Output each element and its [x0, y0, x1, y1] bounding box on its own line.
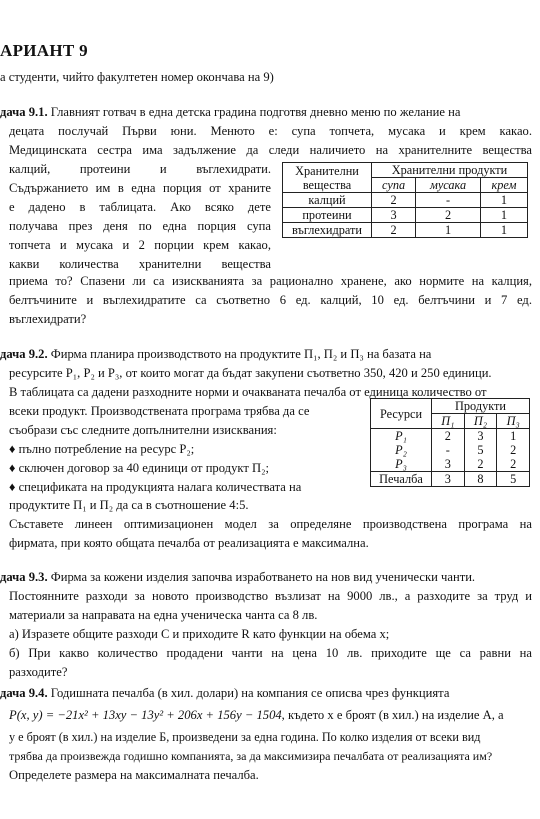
task-1-line-1: дача 9.1. Главният готвач в една детска градина подготвя дневно меню по желание на — [0, 105, 461, 119]
task-1-line-9: какви количества хранителни вещества — [9, 257, 271, 271]
task-3-line-6: разходите? — [9, 665, 68, 679]
col-header-soup: супа — [372, 178, 416, 193]
resources-col-header: Ресурси — [371, 399, 432, 429]
task-3-line-2: Постоянните разходи за новото производство възлизат на 9000 лв., а разходите за труд и — [9, 589, 532, 603]
table-row: P₁ 2 3 1 — [371, 429, 530, 444]
task-1-line-2: децата послучай Първи юни. Менюто е: супа топчета, мусака и крем какао. — [9, 124, 532, 138]
task-2-line-4: всеки продукт. Производствената програма трябва да се — [9, 404, 310, 418]
task-2-line-3: В таблицата са дадени разходните норми и очакваната печалба от единица количество от — [9, 385, 487, 399]
task-3-line-1: дача 9.3. Фирма за кожени изделия започва изработването на нов вид ученически чанти. — [0, 570, 476, 584]
task-1-line-6: е дадено в таблицата. Ако всяко дете — [9, 200, 271, 214]
task-3-line-4: а) Изразете общите разходи C и приходите R като функции на обема x; — [9, 627, 390, 641]
resources-table — [370, 398, 530, 487]
col-header-moussaka: мусака — [416, 178, 481, 193]
task-4-heading: дача 9.4. — [0, 686, 48, 700]
col-header-p3: П₃ — [497, 414, 530, 429]
col-header-p1: П₁ — [432, 414, 465, 429]
task-1-line-7: получава през деня по една порция супа — [9, 219, 271, 233]
task-1-line-5: Съдържанието им в една порция от храните — [9, 181, 271, 195]
task-2-line-11: фирмата, при която общата печалба от реализацията е максимална. — [9, 536, 369, 550]
task-1-line-3: Медицинската сестра има задължение да следи наличието на хранителните вещества — [9, 143, 532, 157]
bullet-icon: ♦ — [9, 442, 16, 456]
table-row: P₂ - 5 2 — [371, 443, 530, 457]
products-group-header: Продукти — [432, 399, 530, 414]
task-2-line-1: дача 9.2. Фирма планира производството на продуктите П₁, П₂ и П₃ на базата на — [0, 347, 432, 361]
task-2-line-2: ресурсите P₁, P₂ и P₃, от които могат да бъдат закупени съответно 350, 420 и 250 единици. — [9, 366, 492, 380]
task-2-heading: дача 9.2. — [0, 347, 48, 361]
task-4-line-2: P(x, y) = −21x² + 13xy − 13y² + 206x + 156y − 1504, където x е броят (в хил.) на изделие A, а — [9, 708, 504, 722]
task-1-line-12: въглехидрати? — [9, 312, 87, 326]
bullet-icon: ♦ — [9, 480, 16, 494]
task-1-heading: дача 9.1. — [0, 105, 48, 119]
table-row: протеини 3 2 1 — [283, 208, 528, 223]
task-3-heading: дача 9.3. — [0, 570, 48, 584]
table-row: въглехидрати 2 1 1 — [283, 223, 528, 238]
task-2-bullet-1: ♦ пълно потребление на ресурс P₂; — [9, 442, 195, 456]
task-2-bullet-3: ♦ спецификата на продукцията налага количествата на — [9, 480, 302, 494]
nutrients-col-header: Хранителни вещества — [283, 163, 372, 193]
task-2-bullet-2: ♦ сключен договор за 40 единици от продукт П₂; — [9, 461, 269, 475]
task-1-line-10: приема то? Спазени ли са изискванията за рационално хранене, ако нормите на калция, — [9, 274, 532, 288]
products-group-header: Хранителни продукти — [372, 163, 528, 178]
task-4-line-3: y е броят (в хил.) на изделие Б, произведени за една година. По колко изделия от всеки вид — [9, 730, 481, 744]
task-2-line-9: продуктите П₁ и П₂ да са в съотношение 4:5. — [9, 498, 249, 512]
task-2-line-10: Съставете линеен оптимизационен модел за определяне производствена програма на — [9, 517, 532, 531]
profit-formula: P(x, y) = −21x² + 13xy − 13y² + 206x + 156y − 1504 — [9, 708, 282, 722]
task-1-line-4: калций, протеини и въглехидрати. — [9, 162, 271, 176]
col-header-cream: крем — [480, 178, 527, 193]
task-4-line-1: дача 9.4. Годишната печалба (в хил. долари) на компания се описва чрез функцията — [0, 686, 450, 700]
task-2-line-5: съобрази със следните допълнителни изисквания: — [9, 423, 277, 437]
task-3-line-5: б) При какво количество продадени чанти на цена 10 лв. приходите ще са равни на — [9, 646, 532, 660]
task-4-line-4: трябва да произвежда годишно компанията, за да максимизира печалбата от реализацията им? — [9, 749, 493, 763]
task-1-line-11: белтъчините и въглехидратите са съответно 6 ед. калций, 10 ед. белтъчини и 7 ед. — [9, 293, 532, 307]
task-1-line-8: топчета и мусака и 2 порции крем какао, — [9, 238, 271, 252]
table-row: калций 2 - 1 — [283, 193, 528, 208]
nutrients-table — [282, 162, 528, 238]
variant-subtitle: а студенти, чийто факултетен номер окончава на 9) — [0, 70, 274, 84]
table-row-profit: Печалба 3 8 5 — [371, 472, 530, 487]
task-3-line-3: материали за направата на една ученическа чанта са 8 лв. — [9, 608, 318, 622]
table-row: P₃ 3 2 2 — [371, 457, 530, 472]
variant-title: АРИАНТ 9 — [0, 41, 88, 60]
bullet-icon: ♦ — [9, 461, 16, 475]
col-header-p2: П₂ — [464, 414, 497, 429]
task-4-line-5: Определете размера на максималната печалба. — [9, 768, 259, 782]
